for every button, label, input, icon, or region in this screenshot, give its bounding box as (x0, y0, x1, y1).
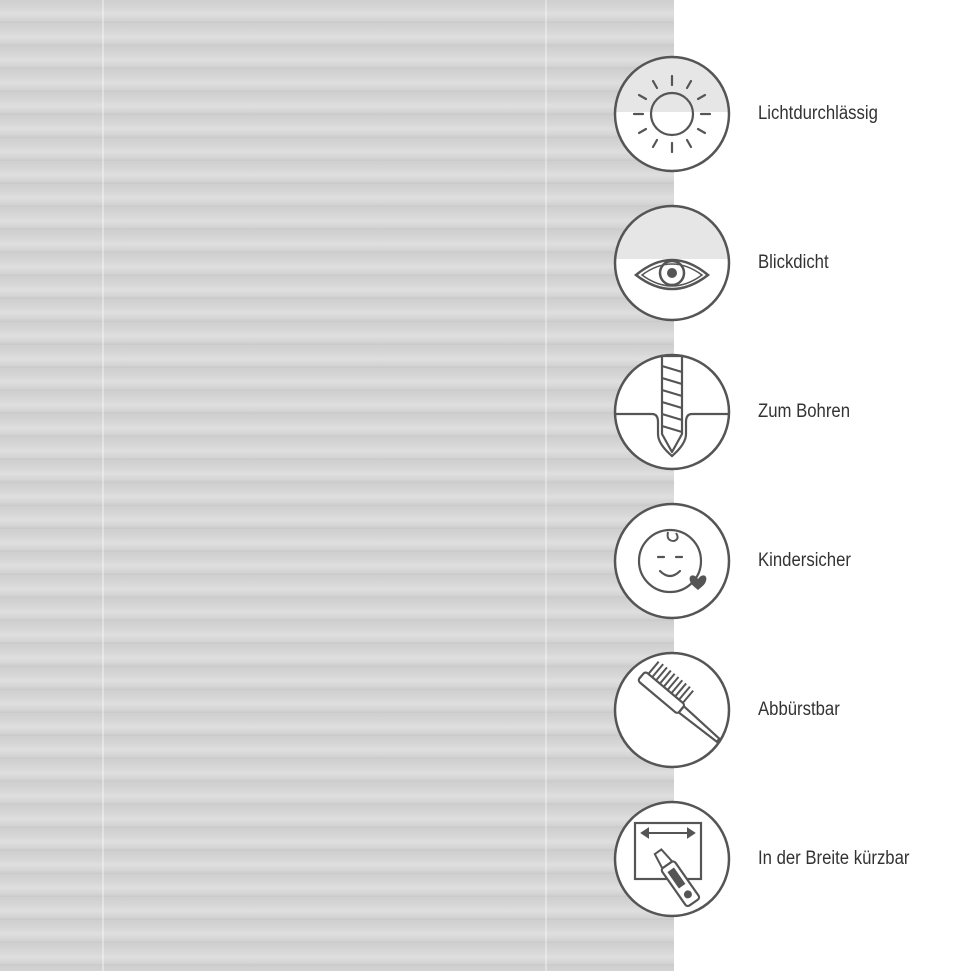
blind-cord-left (102, 0, 104, 971)
brush-icon (612, 650, 732, 770)
feature-item-kindersicher (612, 501, 962, 621)
eye-icon (612, 203, 732, 323)
feature-label: Lichtdurchlässig (758, 103, 878, 124)
feature-item-breite-kuerzbar (612, 799, 962, 919)
sun-icon (612, 54, 732, 174)
feature-label: In der Breite kürzbar (758, 848, 910, 869)
cutter-knife-icon (612, 799, 732, 919)
baby-face-icon (612, 501, 732, 621)
feature-item-zum-bohren (612, 352, 962, 472)
feature-item-lichtdurchlaessig (612, 54, 962, 174)
feature-item-abbuerstbar (612, 650, 962, 770)
blind-cord-right (545, 0, 547, 971)
feature-label: Blickdicht (758, 252, 829, 273)
feature-label: Zum Bohren (758, 401, 851, 422)
screw-icon (612, 352, 732, 472)
feature-label: Abbürstbar (758, 699, 840, 720)
feature-item-blickdicht (612, 203, 962, 323)
feature-label: Kindersicher (758, 550, 851, 571)
